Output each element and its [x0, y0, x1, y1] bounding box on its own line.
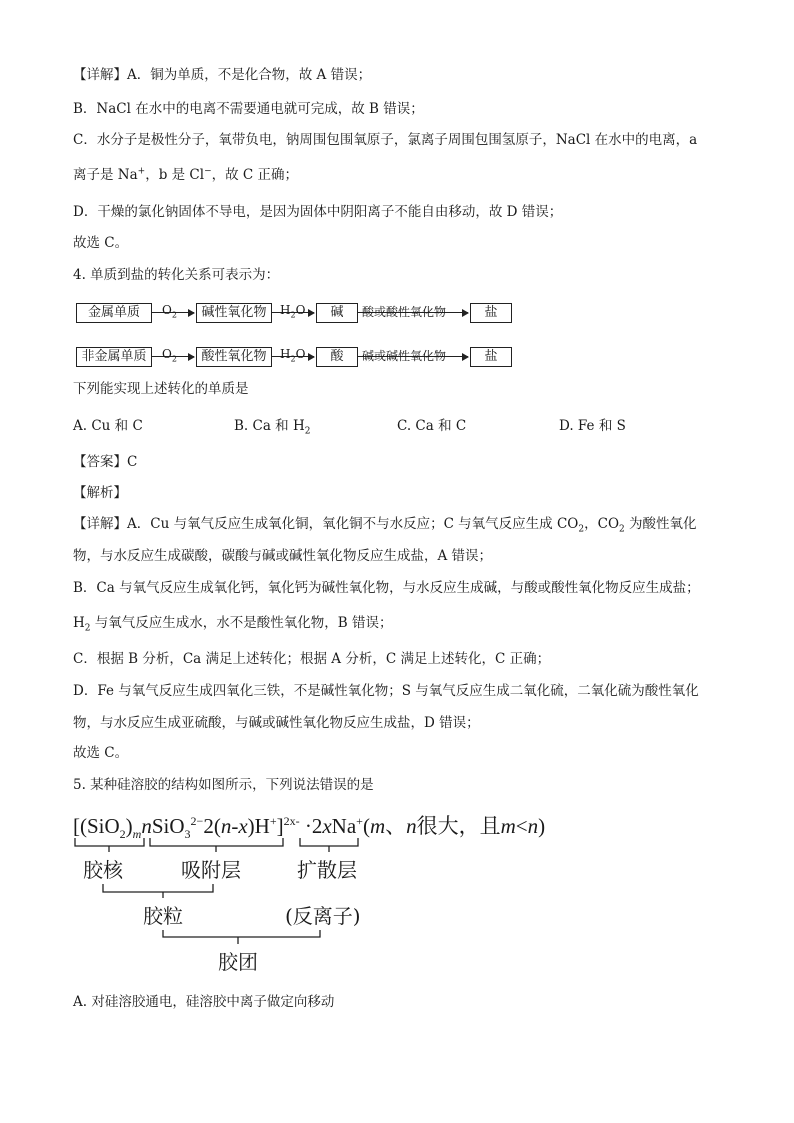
q3-explain-line-4: [73, 166, 298, 184]
flow-metal: [76, 303, 516, 327]
q4-option-c: C. Ca 和 C: [397, 418, 467, 434]
q4-stem: 4. 单质到盐的转化关系可表示为：: [73, 267, 280, 283]
q4-option-a: A. Cu 和 C: [73, 418, 143, 434]
label-diffuse-layer: 扩散层: [297, 858, 357, 882]
label-micelle: 胶团: [218, 950, 258, 974]
arrow-o2: [152, 303, 194, 320]
arrow-acid: [358, 305, 468, 319]
flow-nonmetal: [76, 347, 516, 371]
flow-box-basic-oxide: 碱性氧化物: [196, 303, 272, 323]
flow-box-base: 碱: [316, 303, 358, 323]
q4-option-b: B. Ca 和 $H_2$: [234, 418, 311, 437]
q4-explain-line-6: D．Fe 与氧气反应生成四氧化三铁，不是碱性氧化物；S 与氧气反应生成二氧化硫，二氧化硫为酸性氧化: [73, 683, 699, 699]
q4-explain-line-4: $H_2$ 与氧气反应生成水，水不是酸性氧化物，B 错误；: [73, 615, 393, 634]
ion-b-text: ，b 是 Cl: [145, 167, 205, 183]
arrow-h2o: [272, 303, 314, 320]
label-adsorption-layer: 吸附层: [181, 858, 241, 882]
cl-charge: −: [204, 166, 212, 177]
na-charge: +: [137, 166, 146, 177]
colloid-structure-diagram: [73, 836, 553, 986]
arrow-label: 酸或酸性氧化物: [362, 305, 447, 319]
label-particle: 胶粒: [143, 904, 183, 928]
arrow-label: $H_2O$: [280, 347, 306, 364]
q3-explain-line-1: 【详解】A．铜为单质，不是化合物，故 A 错误；: [73, 67, 372, 83]
q4-explain-line-1: 【详解】A．Cu 与氧气反应生成氧化铜，氧化铜不与水反应；C 与氧气反应生成 $CO_2$，$CO_2$ 为酸性氧化: [73, 516, 697, 535]
q4-explain-line-8: 故选 C。: [73, 745, 129, 761]
q4-option-d: D. Fe 和 S: [559, 418, 626, 434]
q4-explain-line-7: 物，与水反应生成亚硫酸，与碱或碱性氧化物反应生成盐，D 错误；: [73, 715, 480, 731]
arrow-label: $H_2O$: [280, 303, 306, 320]
q4-explain-line-3: B．Ca 与氧气反应生成氧化钙，氧化钙为碱性氧化物，与水反应生成碱，与酸或酸性氧化物反应生成盐；: [73, 580, 700, 596]
q4-explain-line-2: 物，与水反应生成碳酸，碳酸与碱或碱性氧化物反应生成盐，A 错误；: [73, 548, 493, 564]
q3-explain-line-2: B．NaCl 在水中的电离不需要通电就可完成，故 B 错误；: [73, 101, 424, 117]
arrow-h2o: [272, 347, 314, 364]
flow-box-acid-oxide: 酸性氧化物: [196, 347, 272, 367]
flow-box-nonmetal: 非金属单质: [76, 347, 152, 367]
q5-stem: 5. 某种硅溶胶的结构如图所示，下列说法错误的是: [73, 777, 374, 793]
arrow-label: $O_2$: [162, 347, 177, 364]
label-counter-ion: (反离子): [285, 904, 361, 928]
q5-option-a: A. 对硅溶胶通电，硅溶胶中离子做定向移动: [73, 994, 335, 1010]
q4-analysis-heading: 【解析】: [73, 485, 127, 501]
arrow-label: 碱或碱性氧化物: [362, 349, 447, 363]
flow-box-salt: 盐: [470, 303, 512, 323]
q3-explain-line-5: D．干燥的氯化钠固体不导电，是因为固体中阴阳离子不能自由移动，故 D 错误；: [73, 204, 563, 220]
q3-explain-line-6: 故选 C。: [73, 235, 129, 251]
label-core: 胶核: [83, 858, 123, 882]
arrow-o2: [152, 347, 194, 364]
colloid-formula: $[(SiO_2)_mnSiO_3^{2-}2(n-x)H^+]^{2x-} \cdot 2xNa^+(m$、n很大，且m<n): [73, 814, 546, 842]
flow-box-acid: 酸: [316, 347, 358, 367]
ion-a-text: 离子是 Na: [73, 167, 138, 183]
conclusion-text: ，故 C 正确；: [211, 167, 299, 183]
q4-question: 下列能实现上述转化的单质是: [73, 381, 249, 397]
flow-box-metal: 金属单质: [76, 303, 152, 323]
arrow-base: [358, 349, 468, 363]
arrow-label: $O_2$: [162, 303, 177, 320]
q3-explain-line-3: C．水分子是极性分子，氧带负电，钠周围包围氧原子，氯离子周围包围氢原子，NaCl 在水中的电离，a: [73, 132, 698, 148]
q4-explain-line-5: C．根据 B 分析，Ca 满足上述转化；根据 A 分析，C 满足上述转化，C 正确；: [73, 651, 551, 667]
flow-box-salt: 盐: [470, 347, 512, 367]
q4-answer: 【答案】C: [73, 454, 138, 470]
